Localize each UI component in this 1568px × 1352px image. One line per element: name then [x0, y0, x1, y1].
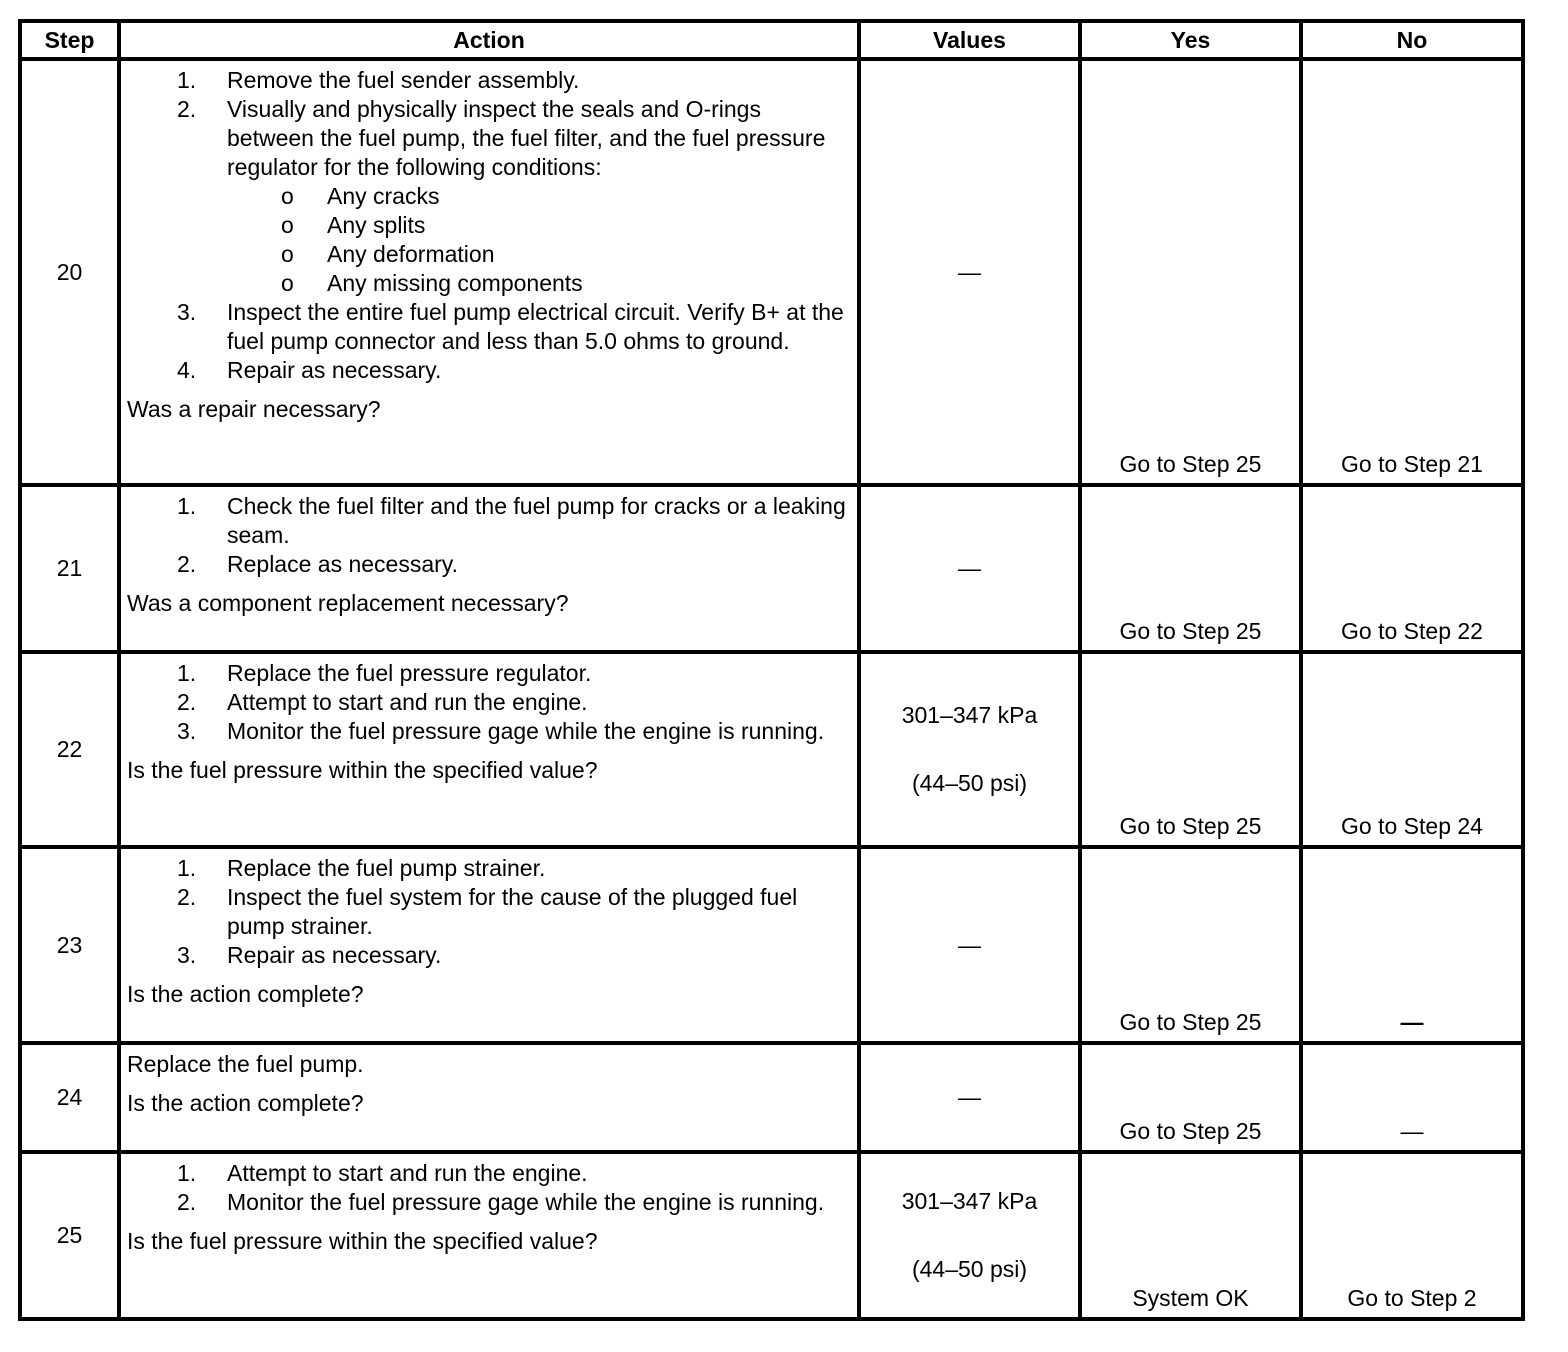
condition-item: [127, 240, 851, 269]
no-cell: [1301, 652, 1523, 847]
yes-cell: [1080, 847, 1301, 1043]
no-cell: [1301, 59, 1523, 485]
step-text: Repair as necessary.: [227, 357, 442, 383]
no-result: —: [1400, 1118, 1424, 1144]
table-row: [20, 847, 1523, 1043]
yes-cell: [1080, 59, 1301, 485]
no-cell: [1301, 847, 1523, 1043]
condition-text: Any splits: [327, 212, 426, 238]
action-step: [127, 659, 851, 688]
no-cell: [1301, 1152, 1523, 1319]
action-cell: [119, 1043, 859, 1152]
condition-text: Any missing components: [327, 270, 583, 296]
no-result: Go to Step 24: [1341, 813, 1483, 839]
action-step: [127, 550, 851, 579]
condition-text: Any deformation: [327, 241, 495, 267]
action-step: [127, 688, 851, 717]
step-text: Inspect the entire fuel pump electrical circuit. Verify B+ at the fuel pump connector and less than 5.0 ohms to ground.: [227, 299, 844, 354]
yes-result: Go to Step 25: [1119, 1009, 1262, 1035]
step-number: 23: [20, 847, 119, 1043]
action-steps: [127, 66, 851, 385]
step-text: Check the fuel filter and the fuel pump for cracks or a leaking seam.: [227, 493, 846, 548]
step-number: 24: [20, 1043, 119, 1152]
condition-item: [127, 182, 851, 211]
header-no: No: [1301, 21, 1523, 59]
step-number: 20: [20, 59, 119, 485]
header-action: Action: [119, 21, 859, 59]
step-index: 2.: [177, 689, 197, 715]
step-text: Replace the fuel pump strainer.: [227, 855, 546, 881]
condition-text: Any cracks: [327, 183, 440, 209]
step-index: 1.: [177, 855, 197, 881]
step-index: 1.: [177, 493, 197, 519]
action-step: [127, 298, 851, 356]
action-question: Is the fuel pressure within the specified value?: [127, 757, 598, 783]
bullet-marker: o: [281, 183, 294, 209]
action-steps: [127, 659, 851, 746]
condition-list: [127, 182, 851, 298]
action-step: [127, 1188, 851, 1217]
no-result: Go to Step 2: [1347, 1285, 1477, 1311]
value-cell: [859, 1152, 1080, 1319]
step-text: Monitor the fuel pressure gage while the engine is running.: [227, 1189, 825, 1215]
value-cell: —: [859, 847, 1080, 1043]
yes-cell: [1080, 652, 1301, 847]
yes-cell: [1080, 485, 1301, 652]
step-text: Remove the fuel sender assembly.: [227, 67, 580, 93]
value-cell: [859, 652, 1080, 847]
no-result: —: [1400, 1009, 1424, 1035]
action-step: [127, 95, 851, 182]
value-cell: —: [859, 485, 1080, 652]
step-text: Attempt to start and run the engine.: [227, 689, 588, 715]
yes-result: Go to Step 25: [1119, 813, 1262, 839]
condition-item: [127, 269, 851, 298]
bullet-marker: o: [281, 212, 294, 238]
step-index: 2.: [177, 551, 197, 577]
action-steps: [127, 854, 851, 970]
action-step: [127, 717, 851, 746]
step-index: 3.: [177, 718, 197, 744]
header-row: [20, 21, 1523, 59]
table-row: [20, 59, 1523, 485]
action-cell: [119, 847, 859, 1043]
action-question: Was a component replacement necessary?: [127, 590, 569, 616]
condition-item: [127, 211, 851, 240]
step-text: Monitor the fuel pressure gage while the engine is running.: [227, 718, 825, 744]
no-cell: [1301, 485, 1523, 652]
action-step: [127, 1159, 851, 1188]
action-steps: [127, 492, 851, 579]
step-index: 1.: [177, 67, 197, 93]
action-text: Replace the fuel pump.: [127, 1051, 364, 1077]
step-number: 21: [20, 485, 119, 652]
step-index: 3.: [177, 942, 197, 968]
action-cell: [119, 652, 859, 847]
header-step: Step: [20, 21, 119, 59]
step-number: 22: [20, 652, 119, 847]
step-text: Replace the fuel pressure regulator.: [227, 660, 592, 686]
value-cell: —: [859, 1043, 1080, 1152]
no-result: Go to Step 22: [1341, 618, 1483, 644]
action-step: [127, 941, 851, 970]
action-question: Is the action complete?: [127, 981, 364, 1007]
action-step: [127, 66, 851, 95]
step-index: 2.: [177, 1189, 197, 1215]
pressure-kpa: 301–347 kPa: [901, 702, 1038, 728]
pressure-psi: (44–50 psi): [911, 770, 1028, 796]
no-result: Go to Step 21: [1341, 451, 1483, 477]
yes-result: System OK: [1132, 1285, 1249, 1311]
action-step: [127, 883, 851, 941]
bullet-marker: o: [281, 241, 294, 267]
action-cell: [119, 485, 859, 652]
step-text: Repair as necessary.: [227, 942, 442, 968]
step-text: Attempt to start and run the engine.: [227, 1160, 588, 1186]
step-text: Inspect the fuel system for the cause of the plugged fuel pump strainer.: [227, 884, 798, 939]
yes-result: Go to Step 25: [1119, 618, 1262, 644]
step-index: 2.: [177, 884, 197, 910]
action-cell: [119, 59, 859, 485]
table-row: [20, 1043, 1523, 1152]
step-text: Visually and physically inspect the seals and O-rings between the fuel pump, the fuel filter, and the fuel pressure regulator for the following conditions:: [227, 96, 826, 180]
header-yes: Yes: [1080, 21, 1301, 59]
table-row: [20, 1152, 1523, 1319]
table-row: [20, 652, 1523, 847]
diagnostic-table: [18, 19, 1525, 1321]
yes-cell: [1080, 1043, 1301, 1152]
step-index: 2.: [177, 96, 197, 122]
yes-result: Go to Step 25: [1119, 1118, 1262, 1144]
action-question: Is the action complete?: [127, 1090, 364, 1116]
action-steps: [127, 1159, 851, 1217]
step-index: 1.: [177, 1160, 197, 1186]
header-values: Values: [859, 21, 1080, 59]
step-index: 4.: [177, 357, 197, 383]
action-step: [127, 854, 851, 883]
pressure-psi: (44–50 psi): [911, 1256, 1028, 1282]
no-cell: [1301, 1043, 1523, 1152]
step-index: 3.: [177, 299, 197, 325]
action-step: [127, 356, 851, 385]
yes-result: Go to Step 25: [1119, 451, 1262, 477]
value-cell: —: [859, 59, 1080, 485]
action-question: Was a repair necessary?: [127, 396, 381, 422]
yes-cell: [1080, 1152, 1301, 1319]
action-step: [127, 492, 851, 550]
table-row: [20, 485, 1523, 652]
step-number: 25: [20, 1152, 119, 1319]
pressure-kpa: 301–347 kPa: [901, 1188, 1038, 1214]
step-index: 1.: [177, 660, 197, 686]
step-text: Replace as necessary.: [227, 551, 458, 577]
action-question: Is the fuel pressure within the specified value?: [127, 1228, 598, 1254]
bullet-marker: o: [281, 270, 294, 296]
action-cell: [119, 1152, 859, 1319]
